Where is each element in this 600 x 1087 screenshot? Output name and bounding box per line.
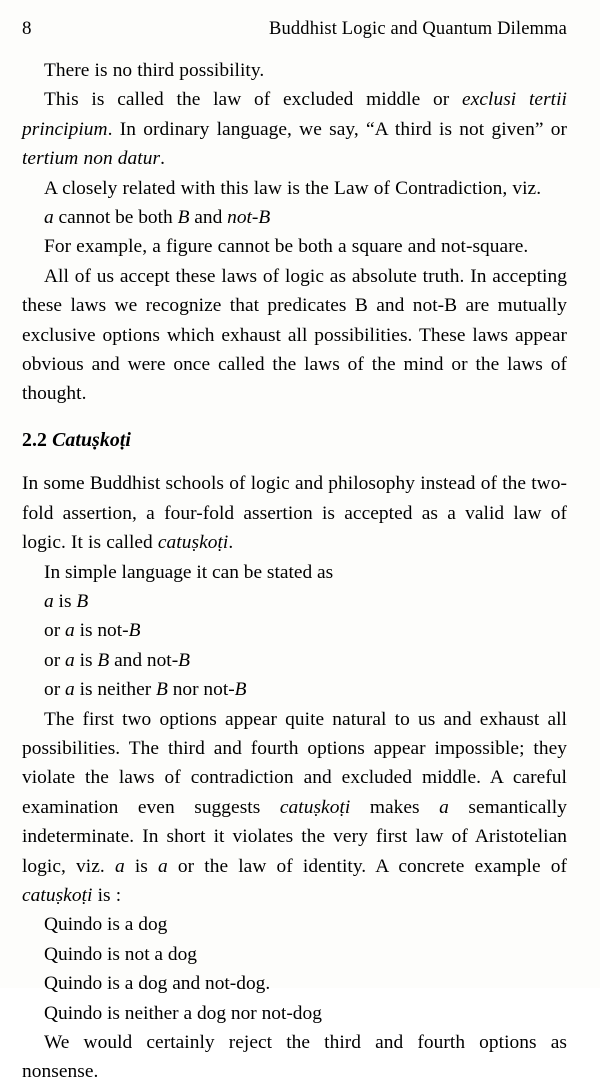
text-run: makes (350, 796, 440, 818)
text-run: There is no third possibility. (44, 60, 265, 81)
variable-B-second: B (234, 679, 247, 701)
text-run: . (160, 148, 165, 170)
text-run: or the law of identity. A concrete example of (167, 855, 568, 877)
text-run: In some Buddhist schools of logic and philosophy instead of the two-fold assertion, a four-fold assertion is accepted as a valid law of logic. It is called (22, 473, 567, 554)
variable-a: a (439, 796, 449, 818)
text-run: and (189, 207, 228, 229)
text-run: cannot be both (53, 207, 178, 229)
paragraph-excluded-middle (22, 85, 567, 173)
text-run: is (124, 855, 158, 877)
text-run: nor not- (167, 679, 235, 701)
text-run: and not- (109, 649, 179, 671)
running-head-title: Buddhist Logic and Quantum Dilemma (269, 19, 567, 39)
latin-term-tertium-non-datur: tertium non datur (22, 148, 161, 170)
spacer-before-section-heading (22, 409, 567, 426)
paragraph-absolute-truth (22, 262, 567, 409)
page-number: 8 (22, 18, 32, 39)
proposition-3 (22, 646, 567, 675)
text-run: or (44, 649, 66, 671)
paragraph-for-example-square (22, 232, 567, 261)
text-run: In simple language it can be stated as (44, 561, 334, 583)
sanskrit-term-catuskoti: catuṣkoṭi (157, 532, 229, 554)
sanskrit-term-catuskoti: catuṣkoṭi (22, 884, 93, 906)
variable-a: a (44, 207, 54, 229)
text-run: The first two options appear quite natural to us and exhaust all possibilities. The third and fourth options appear impossible; they violate the laws of contradiction and excluded middle. A careful examination even suggests (22, 708, 567, 818)
variable-a: a (65, 679, 75, 701)
variable-B: B (177, 207, 190, 229)
spacer-after-section-heading (22, 455, 567, 469)
text-run: . (228, 532, 234, 554)
line-in-simple-language (22, 558, 567, 587)
text-run: or (44, 679, 66, 701)
variable-a: a (158, 855, 168, 877)
variable-B-second: B (178, 649, 191, 671)
text-run: is : (92, 884, 122, 906)
proposition-1 (22, 587, 567, 616)
text-run: A closely related with this law is the Law of Contradiction, viz. (44, 177, 542, 199)
text-run: is (53, 590, 77, 612)
variable-B: B (156, 679, 168, 701)
proposition-4 (22, 675, 567, 704)
example-line-1: Quindo is a dog (44, 914, 168, 936)
variable-B: B (97, 649, 110, 671)
section-title: Catuṣkoṭi (52, 428, 132, 451)
paragraph-four-fold-assertion (22, 469, 567, 557)
text-run: This is called the law of excluded middle or (44, 89, 463, 111)
text-run: All of us accept these laws of logic as absolute truth. In accepting these laws we recognize that predicates B and not-B are mutually exclusive options which exhaust all possibilities. These laws appear obvious and were once called the laws of the mind or the laws of thought. (22, 265, 567, 405)
paragraph-closing-nonsense (22, 1028, 567, 1087)
paragraph-options-discussion (22, 705, 567, 911)
variable-a: a (65, 620, 75, 642)
text-run: or (44, 620, 66, 642)
latin-term-exclusi-tertii-principium: exclusi tertii principium (22, 89, 567, 140)
text-run: is not- (74, 620, 129, 642)
example-line-4: Quindo is neither a dog nor not-dog (44, 1002, 322, 1024)
paragraph-law-of-contradiction (22, 174, 567, 203)
variable-a: a (44, 590, 54, 612)
text-run: is (74, 649, 98, 671)
example-line-3: Quindo is a dog and not-dog. (44, 973, 271, 995)
example-line-2: Quindo is not a dog (44, 943, 197, 965)
variable-a: a (114, 855, 125, 877)
text-run: . In ordinary language, we say, “A third is not given” or (107, 118, 567, 140)
sanskrit-term-catuskoti: catuṣkoṭi (279, 796, 351, 818)
section-heading-2-2 (22, 426, 567, 455)
text-block (22, 56, 567, 1087)
proposition-2 (22, 616, 567, 645)
statement-a-cannot-be-both (22, 203, 567, 232)
variable-B: B (128, 620, 141, 642)
text-run: is neither (74, 679, 157, 701)
variable-not-B: not-B (227, 207, 271, 229)
section-number: 2.2 (22, 428, 48, 451)
variable-B: B (76, 590, 89, 612)
text-run: We would certainly reject the third and fourth options as nonsense. (22, 1032, 567, 1083)
running-head (22, 18, 567, 44)
paragraph-no-third-possibility (22, 56, 567, 85)
variable-a: a (65, 649, 75, 671)
text-run: semantically indeterminate. In short it violates the very first law of Aristotelian logic, viz. (22, 796, 567, 877)
text-run: For example, a figure cannot be both a square and not-square. (44, 236, 529, 258)
